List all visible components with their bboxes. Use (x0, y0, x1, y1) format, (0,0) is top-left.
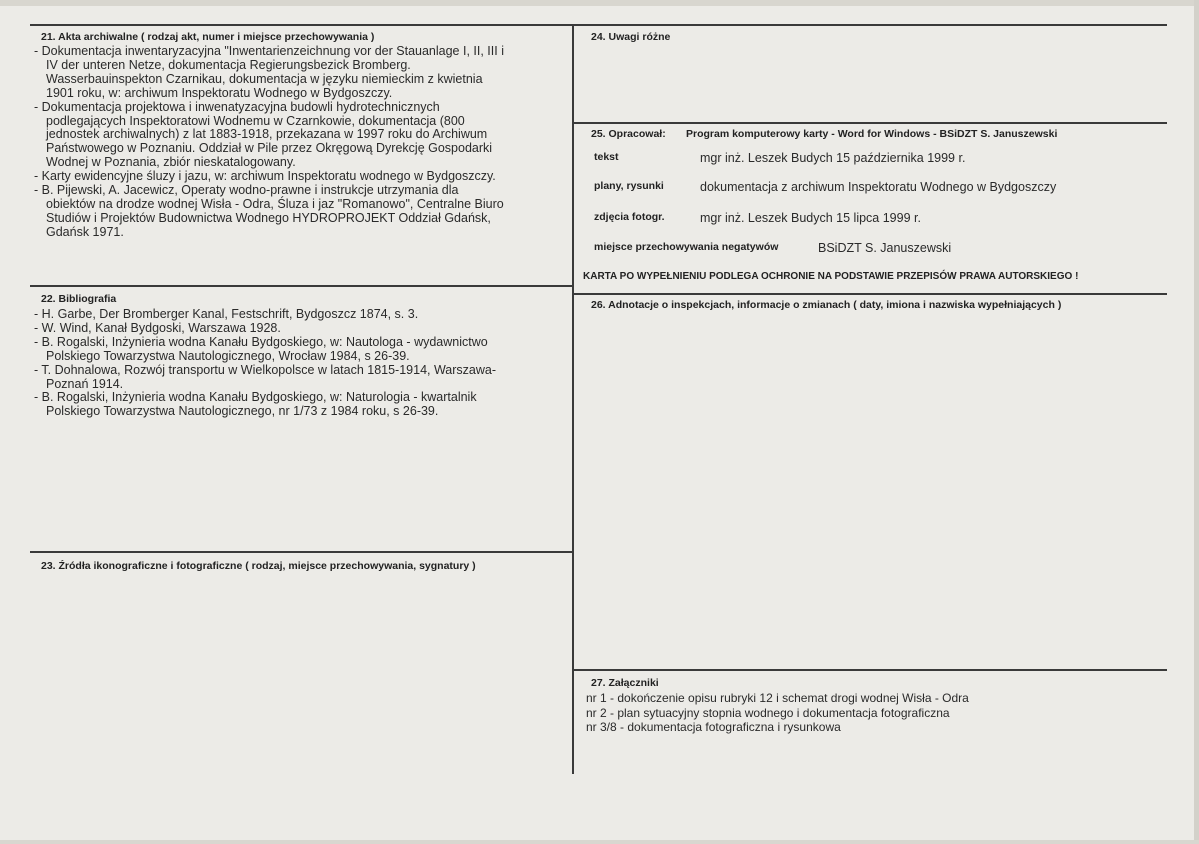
attachment-item: nr 3/8 - dokumentacja fotograficzna i rysunkowa (586, 720, 841, 734)
section-23-title: 23. Źródła ikonograficzne i fotograficzne ( rodzaj, miejsce przechowywania, sygnatury ) (41, 560, 476, 572)
text-line: jednostek archiwalnych) z lat 1883-1918, przekazana w 1997 roku do Archiwum (46, 127, 488, 142)
section-26-title: 26. Adnotacje o inspekcjach, informacje o zmianach ( daty, imiona i nazwiska wypełniających ) (591, 299, 1062, 311)
rule-24-25 (573, 122, 1167, 124)
zdjecia-label: zdjęcia fotogr. (594, 211, 665, 223)
zdjecia-value: mgr inż. Leszek Budych 15 lipca 1999 r. (700, 211, 921, 225)
paper-bottom-edge (0, 840, 1199, 844)
rule-25-26 (573, 293, 1167, 295)
attachment-item: nr 2 - plan sytuacyjny stopnia wodnego i dokumentacja fotograficzna (586, 705, 950, 720)
section-21-body (34, 45, 504, 240)
text-line: 1901 roku, w: archiwum Inspektoratu Wodnego w Bydgoszczy. (46, 85, 393, 100)
text-line: podlegających Inspektoratowi Wodnemu w Czarnkowie, dokumentacja (800 (46, 113, 465, 128)
section-22-body (34, 308, 496, 419)
text-line: Wodnej w Poznania, zbiór nieskatalogowany. (46, 155, 296, 170)
section-22-title: 22. Bibliografia (41, 293, 117, 305)
rule-22-23 (30, 551, 573, 553)
text-line: IV der unteren Netze, dokumentacja Regierungsbezick Bromberg. (46, 57, 411, 72)
text-line: Wasserbauinspekton Czarnikau, dokumentacja w języku niemieckim z kwietnia (46, 71, 483, 86)
center-divider (572, 24, 574, 774)
tekst-label: tekst (594, 151, 619, 163)
text-line: - B. Pijewski, A. Jacewicz, Operaty wodno-prawne i instrukcje utrzymania dla (34, 183, 459, 198)
program-note: Program komputerowy karty - Word for Windows - BSiDZT S. Januszewski (686, 128, 1058, 140)
text-line: Studiów i Projektów Budownictwa Wodnego HYDROPROJEKT Oddział Gdańsk, (46, 210, 491, 225)
negatywy-value: BSiDZT S. Januszewski (818, 241, 952, 255)
plany-value: dokumentacja z archiwum Inspektoratu Wodnego w Bydgoszczy (700, 180, 1057, 194)
text-line: - W. Wind, Kanał Bydgoski, Warszawa 1928. (34, 320, 281, 335)
top-rule (30, 24, 1167, 26)
text-line: - B. Rogalski, Inżynieria wodna Kanału Bydgoskiego, w: Nautologa - wydawnictwo (34, 334, 488, 349)
text-line: Gdańsk 1971. (46, 224, 124, 239)
paper-right-edge (1194, 0, 1199, 844)
copyright-notice: KARTA PO WYPEŁNIENIU PODLEGA OCHRONIE NA PODSTAWIE PRZEPISÓW PRAWA AUTORSKIEGO ! (583, 271, 1079, 282)
text-line: - T. Dohnalowa, Rozwój transportu w Wielkopolsce w latach 1815-1914, Warszawa- (34, 362, 497, 377)
text-line: - B. Rogalski, Inżynieria wodna Kanału Bydgoskiego, w: Naturologia - kwartalnik (34, 390, 477, 405)
section-21-title: 21. Akta archiwalne ( rodzaj akt, numer i miejsce przechowywania ) (41, 31, 375, 43)
rule-21-22 (30, 285, 573, 287)
section-25-title: 25. Opracował: (591, 128, 666, 140)
text-line: Państwowego w Poznaniu. Oddział w Pile przez Okręgową Dyrekcję Gospodarki (46, 141, 493, 156)
negatywy-label: miejsce przechowywania negatywów (594, 241, 779, 253)
attachment-item: nr 1 - dokończenie opisu rubryki 12 i schemat drogi wodnej Wisła - Odra (586, 691, 969, 705)
text-line: - Dokumentacja projektowa i inwenatyzacyjna budowli hydrotechnicznych (34, 99, 440, 114)
text-line: - H. Garbe, Der Bromberger Kanal, Festschrift, Bydgoszcz 1874, s. 3. (34, 307, 419, 321)
section-27-title: 27. Załączniki (591, 677, 659, 689)
plany-label: plany, rysunki (594, 180, 664, 192)
section-27-body (586, 691, 969, 735)
text-line: Polskiego Towarzystwa Nautologicznego, Wrocław 1984, s 26-39. (46, 348, 410, 363)
text-line: - Karty ewidencyjne śluzy i jazu, w: archiwum Inspektoratu wodnego w Bydgoszczy. (34, 169, 496, 184)
rule-26-27 (573, 669, 1167, 671)
text-line: - Dokumentacja inwentaryzacyjna "Inwentarienzeichnung vor der Stauanlage I, II, III i (34, 44, 504, 58)
paper-top-edge (0, 0, 1199, 6)
text-line: obiektów na drodze wodnej Wisła - Odra, Śluza i jaz "Romanowo", Centralne Biuro (46, 196, 504, 211)
section-24-title: 24. Uwagi różne (591, 31, 671, 43)
text-line: Poznań 1914. (46, 376, 124, 391)
tekst-value: mgr inż. Leszek Budych 15 października 1999 r. (700, 151, 966, 165)
text-line: Polskiego Towarzystwa Nautologicznego, nr 1/73 z 1984 roku, s 26-39. (46, 404, 439, 419)
